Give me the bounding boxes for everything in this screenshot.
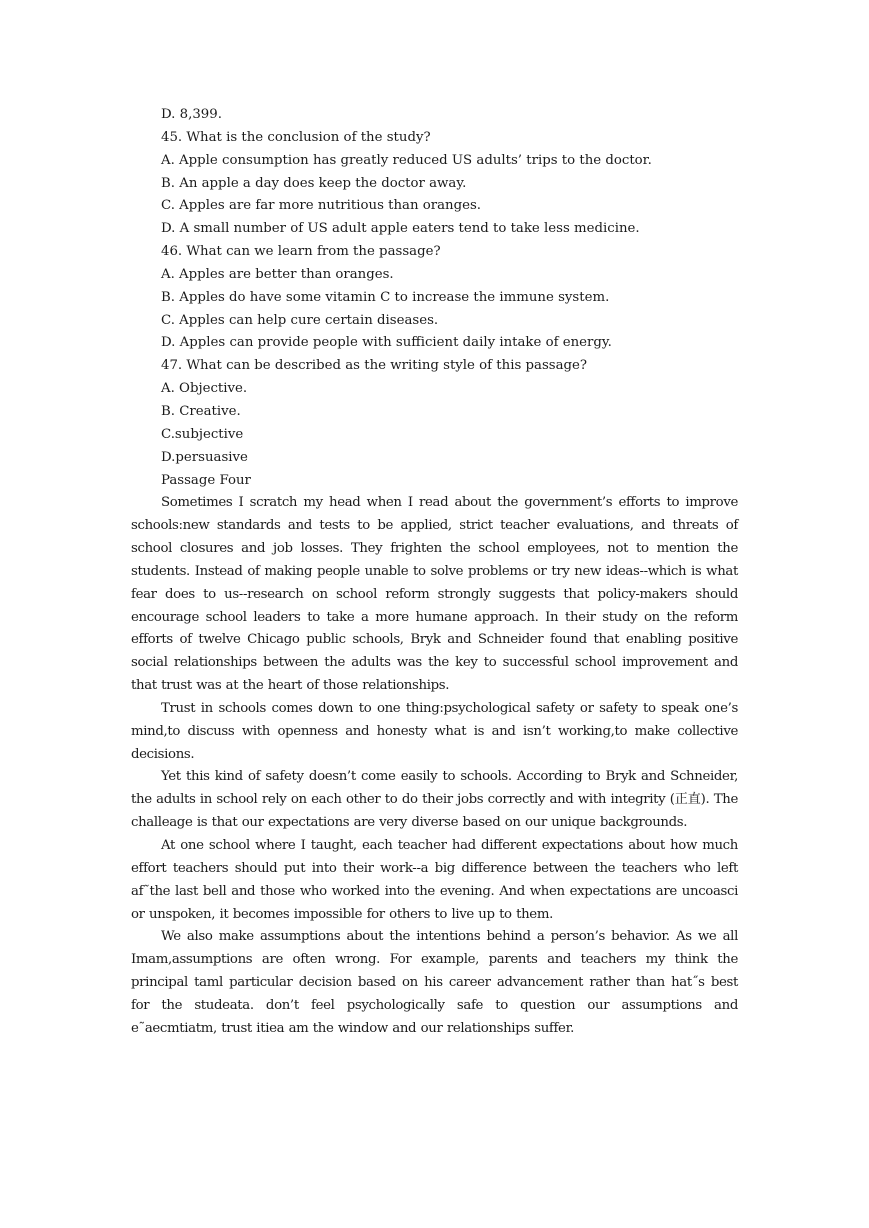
option-b-45: B. An apple a day does keep the doctor away.	[161, 175, 467, 191]
question-45: 45. What is the conclusion of the study?	[161, 129, 431, 145]
passage-paragraph: Trust in schools comes down to one thing:psychological safety or safety to speak one’s mind,to discuss with openness and honesty what is and isn’t working,to make collective decisions.	[131, 700, 738, 762]
option-c-47: C.subjective	[161, 426, 244, 442]
question-47: 47. What can be described as the writing style of this passage?	[161, 358, 588, 374]
option-a-46: A. Apples are better than oranges.	[161, 266, 394, 282]
passage-paragraph: Sometimes I scratch my head when I read about the government’s efforts to improve schools:new standards and tests to be applied, strict teacher evaluations, and threats of school closures and job losses. They frighten the school employees, not to mention the students. Instead of making people unable to solve problems or try new ideas--which is what fear does to us--research on school reform strongly suggests that policy-makers should encourage school leaders to take a more humane approach. In their study on the reform efforts of twelve Chicago public schools, Bryk and Schneider found that enabling positive social relationships between the adults was the key to successful school improvement and that trust was at the heart of those relationships.	[131, 495, 738, 694]
question-block	[131, 104, 738, 492]
passage-body	[131, 492, 738, 1040]
option-c-46: C. Apples can help cure certain diseases.	[161, 312, 439, 328]
option-a-47: A. Objective.	[161, 381, 248, 397]
option-d-47: D.persuasive	[161, 449, 248, 465]
option-d-46: D. Apples can provide people with sufficient daily intake of energy.	[161, 335, 612, 351]
passage-paragraph: Yet this kind of safety doesn’t come easily to schools. According to Bryk and Schneider, the adults in school rely on each other to do their jobs correctly and with integrity (正直). The challeage is that our expectations are very diverse based on our unique backgrounds.	[131, 769, 738, 831]
option-a-45: A. Apple consumption has greatly reduced US adults’ trips to the doctor.	[161, 152, 652, 168]
option-b-46: B. Apples do have some vitamin C to increase the immune system.	[161, 289, 610, 305]
option-c-45: C. Apples are far more nutritious than oranges.	[161, 198, 482, 214]
passage-heading: Passage Four	[161, 472, 251, 488]
option-d-45: D. A small number of US adult apple eaters tend to take less medicine.	[161, 221, 640, 237]
passage-paragraph: We also make assumptions about the intentions behind a person’s behavior. As we all Imam,assumptions are often wrong. For example, parents and teachers my think the principal taml particular decision based on his career advancement rather than hat˝s best for the studeata. don’t feel psychologically safe to question our assumptions and e˜aecmtiatm, trust itiea am the window and our relationships suffer.	[131, 929, 738, 1036]
passage-paragraph: At one school where I taught, each teacher had different expectations about how much effort teachers should put into their work--a big difference between the teachers who left af˜the last bell and those who worked into the evening. And when expectations are uncoasci or unspoken, it becomes impossible for others to live up to them.	[131, 838, 738, 922]
question-46: 46. What can we learn from the passage?	[161, 244, 441, 260]
option-d-44: D. 8,399.	[161, 107, 222, 122]
option-b-47: B. Creative.	[161, 403, 241, 419]
document-page	[131, 104, 738, 1041]
